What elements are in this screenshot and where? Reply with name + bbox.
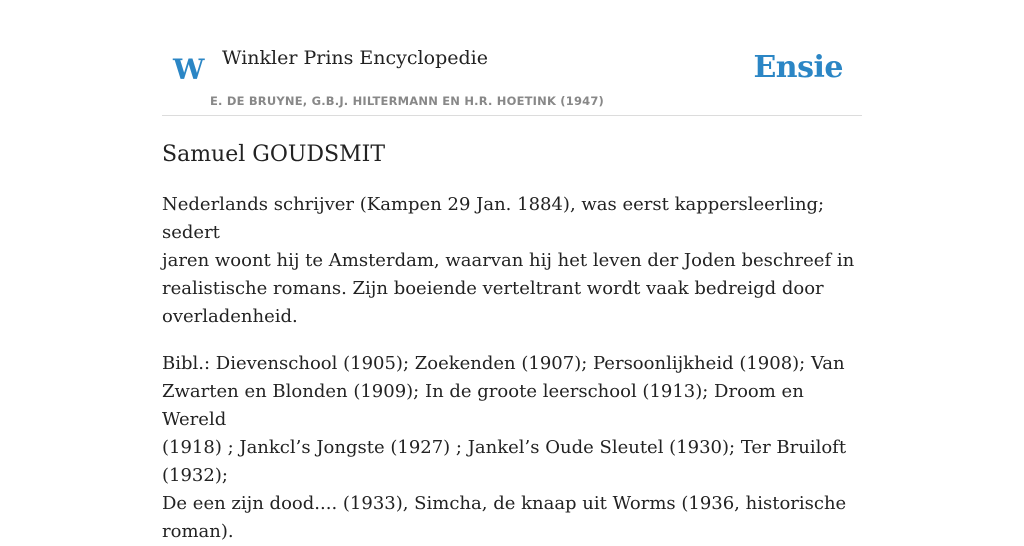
article-paragraph-bibliography: Bibl.: Dievenschool (1905); Zoekenden (1907); Persoonlijkheid (1908); Van Zwarten en Blonden (1909); In de groote leerschool (1913); Droom en Wereld (1918) ; Jankcl’s Jongste (1927) ; Jankel’s Oude Sleutel (1930); Ter Bruiloft (1932); De een zijn dood.... (1933), Simcha, de knaap uit Worms (1936, historische roman). bbox=[162, 353, 847, 542]
article-paragraph-description: Nederlands schrijver (Kampen 29 Jan. 1884), was eerst kappersleerling; sedert jaren woont hij te Amsterdam, waarvan hij het leven der Joden beschreef in realistische romans. Zijn boeiende verteltrant wordt vaak bedreigd door overladenheid. bbox=[162, 194, 855, 327]
page bbox=[162, 0, 862, 546]
article-title: Samuel GOUDSMIT bbox=[162, 142, 386, 167]
winkler-prins-logo-icon[interactable]: W bbox=[173, 53, 205, 86]
ensie-logo[interactable]: Ensie bbox=[753, 50, 843, 85]
encyclopedia-authors: E. DE BRUYNE, G.B.J. HILTERMANN EN H.R. HOETINK (1947) bbox=[210, 94, 605, 108]
encyclopedia-title[interactable]: Winkler Prins Encyclopedie bbox=[222, 47, 488, 69]
encyclopedia-header bbox=[162, 44, 862, 116]
